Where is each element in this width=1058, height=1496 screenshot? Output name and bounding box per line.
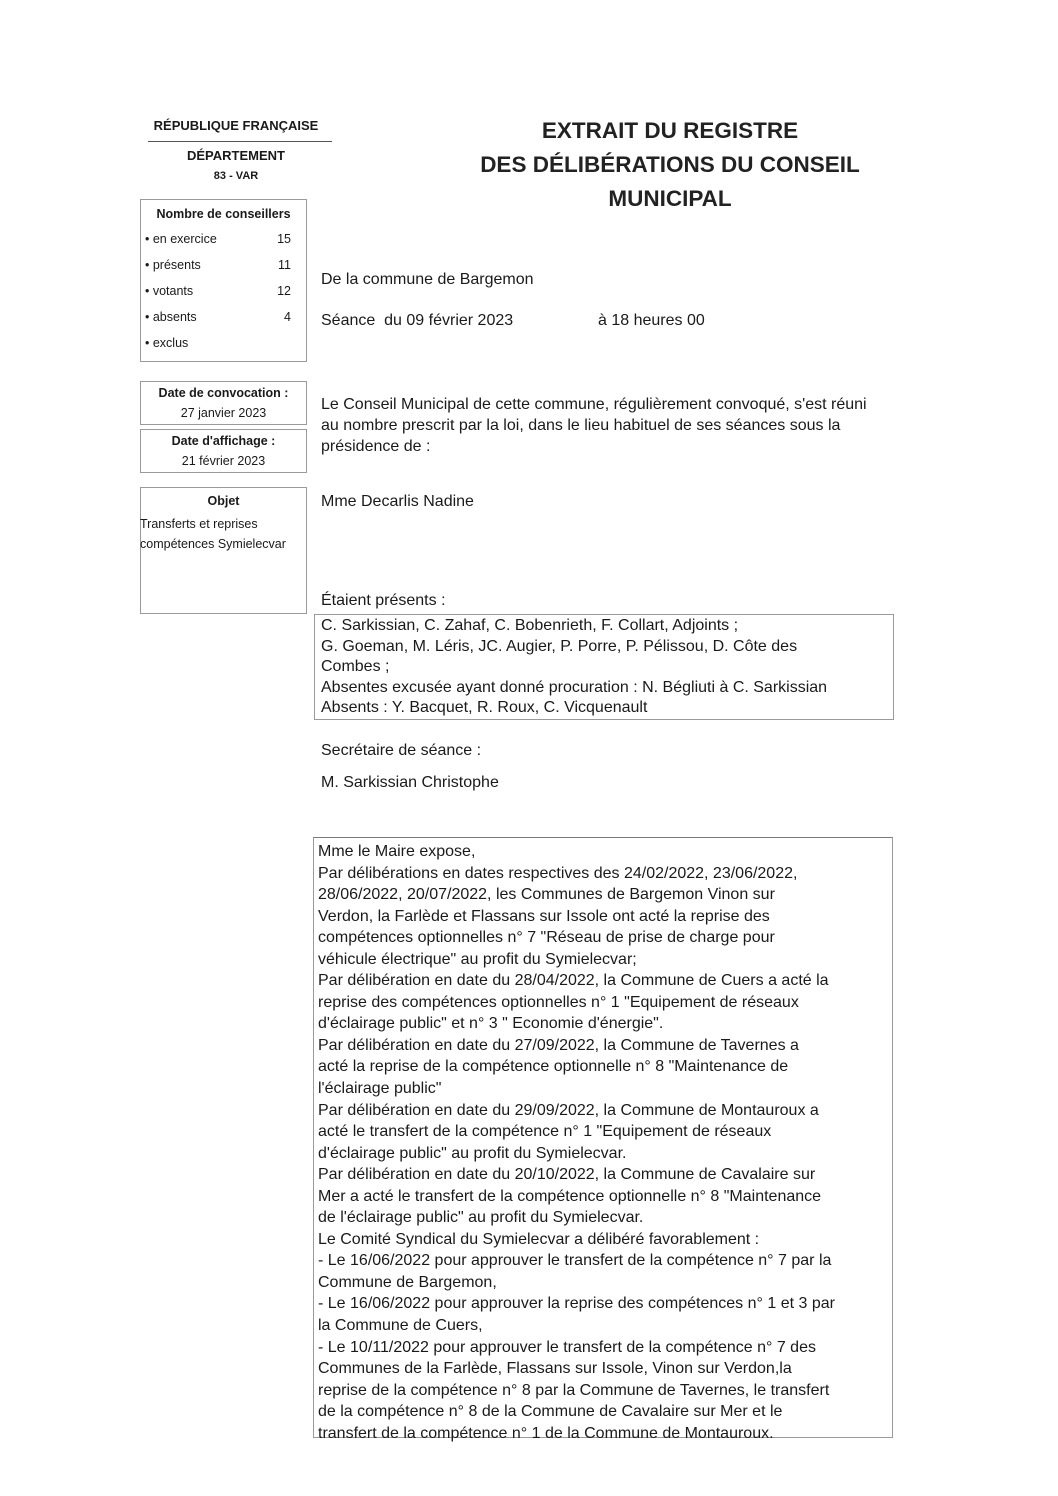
expose-line: Commune de Bargemon,: [318, 1273, 497, 1291]
expose-line: Par délibération en date du 29/09/2022, la Commune de Montauroux a: [318, 1101, 819, 1119]
councillor-count-value: 11: [278, 258, 291, 272]
expose-line: - Le 10/11/2022 pour approuver le transfert de la compétence n° 7 des: [318, 1338, 816, 1356]
expose-line: Mme le Maire expose,: [318, 843, 476, 860]
expose-line: d'éclairage public" au profit du Symielecvar.: [318, 1144, 627, 1162]
expose-line: 28/06/2022, 20/07/2022, les Communes de Bargemon Vinon sur: [318, 886, 775, 904]
councillors-heading: Nombre de conseillers: [156, 207, 291, 221]
expose-line: de la compétence n° 8 de la Commune de Cavalaire sur Mer et le: [318, 1403, 783, 1421]
session-intro: Le Conseil Municipal de cette commune, régulièrement convoqué, s'est réuni au nombre prescrit par la loi, dans le lieu habituel de ses séances sous la présidence de :: [321, 396, 867, 455]
convocation-date: 27 janvier 2023: [180, 406, 267, 420]
expose-box: [313, 837, 893, 1442]
attendance-label: Étaient présents :: [321, 592, 446, 609]
expose-line: transfert de la compétence n° 1 de la Commune de Montauroux.: [318, 1424, 774, 1442]
objet-line: Transferts et reprises: [140, 517, 258, 531]
title-line: DES DÉLIBÉRATIONS DU CONSEIL: [480, 152, 860, 177]
secretary-label: Secrétaire de séance :: [321, 742, 482, 759]
expose-line: Verdon, la Farlède et Flassans sur Issole ont acté la reprise des: [318, 907, 770, 925]
councillor-count-label: • en exercice: [145, 232, 217, 246]
objet-label: Objet: [207, 494, 240, 508]
councillor-count-value: 4: [284, 310, 291, 324]
document-title: [400, 114, 940, 216]
expose-line: véhicule électrique" au profit du Symielecvar;: [318, 950, 637, 968]
councillor-count-label: • votants: [145, 284, 194, 298]
councillors-box: [140, 199, 307, 362]
expose-line: - Le 16/06/2022 pour approuver la reprise des compétences n° 1 et 3 par: [318, 1295, 835, 1313]
objet-line: compétences Symielecvar: [140, 537, 286, 551]
expose-line: Par délibération en date du 27/09/2022, la Commune de Tavernes a: [318, 1036, 799, 1054]
commune-name: De la commune de Bargemon: [321, 271, 534, 288]
expose-line: compétences optionnelles n° 7 "Réseau de prise de charge pour: [318, 929, 775, 947]
department-code: 83 - VAR: [213, 170, 259, 182]
councillor-count-label: • exclus: [145, 336, 189, 350]
expose-line: Par délibération en date du 20/10/2022, la Commune de Cavalaire sur: [318, 1166, 816, 1184]
attendance-line: G. Goeman, M. Léris, JC. Augier, P. Porre, P. Pélissou, D. Côte des: [321, 637, 798, 655]
attendance-line: Absentes excusée ayant donné procuration : N. Bégliuti à C. Sarkissian: [321, 678, 828, 696]
expose-line: acté la reprise de la compétence optionnelle n° 8 "Maintenance de: [318, 1058, 789, 1076]
expose-line: l'éclairage public": [318, 1080, 442, 1098]
republic-label: RÉPUBLIQUE FRANÇAISE: [153, 118, 319, 133]
councillor-count-row: [141, 330, 306, 356]
expose-line: Par délibération en date du 28/04/2022, la Commune de Cuers a acté la: [318, 972, 829, 990]
objet-box: [140, 487, 307, 614]
session-date: Séance du 09 février 2023: [321, 312, 514, 329]
attendance-box: [314, 614, 894, 720]
expose-line: Communes de la Farlède, Flassans sur Issole, Vinon sur Verdon,la: [318, 1360, 792, 1378]
attendance-line: Combes ;: [321, 658, 390, 676]
councillor-count-label: • absents: [145, 310, 197, 324]
councillor-count-row: [141, 226, 306, 252]
attendance-line: Absents : Y. Bacquet, R. Roux, C. Vicquenault: [321, 699, 648, 717]
expose-line: d'éclairage public" et n° 3 " Economie d'énergie".: [318, 1015, 664, 1033]
attendance-line: C. Sarkissian, C. Zahaf, C. Bobenrieth, F. Collart, Adjoints ;: [321, 617, 739, 634]
title-line: EXTRAIT DU REGISTRE: [541, 118, 799, 143]
expose-line: acté le transfert de la compétence n° 1 "Equipement de réseaux: [318, 1123, 772, 1141]
councillor-count-row: [141, 252, 306, 278]
expose-line: reprise des compétences optionnelles n° 1 "Equipement de réseaux: [318, 993, 799, 1011]
expose-line: la Commune de Cuers,: [318, 1317, 483, 1335]
session-time: à 18 heures 00: [598, 312, 705, 329]
expose-line: reprise de la compétence n° 8 par la Commune de Tavernes, le transfert: [318, 1381, 830, 1399]
expose-line: de l'éclairage public" au profit du Symielecvar.: [318, 1209, 644, 1227]
expose-line: Mer a acté le transfert de la compétence optionnelle n° 8 "Maintenance: [318, 1187, 822, 1205]
affichage-label: Date d'affichage :: [171, 434, 276, 448]
councillor-count-row: [141, 304, 306, 330]
expose-line: Par délibérations en dates respectives des 24/02/2022, 23/06/2022,: [318, 864, 798, 882]
secretary-name: M. Sarkissian Christophe: [321, 774, 499, 791]
expose-line: Le Comité Syndical du Symielecvar a délibéré favorablement :: [318, 1230, 760, 1248]
affichage-date: 21 février 2023: [181, 454, 266, 468]
affichage-box: [140, 429, 307, 473]
president-name: Mme Decarlis Nadine: [321, 493, 474, 510]
convocation-box: [140, 381, 307, 425]
councillor-count-value: 15: [277, 232, 291, 246]
department-label: DÉPARTEMENT: [187, 148, 285, 163]
title-line: MUNICIPAL: [608, 186, 732, 211]
councillor-count-row: [141, 278, 306, 304]
councillors-list: [141, 226, 306, 356]
convocation-label: Date de convocation :: [158, 386, 289, 400]
councillor-count-value: 12: [277, 284, 291, 298]
header-divider: [148, 141, 332, 142]
expose-line: - Le 16/06/2022 pour approuver le transfert de la compétence n° 7 par la: [318, 1252, 832, 1270]
councillor-count-label: • présents: [145, 258, 201, 272]
